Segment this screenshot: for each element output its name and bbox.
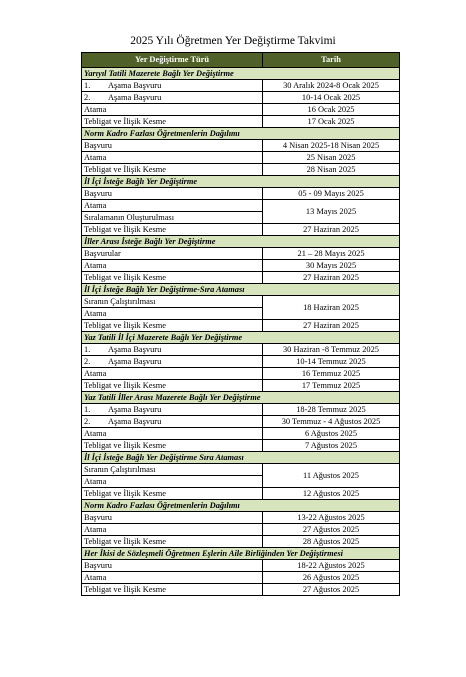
row-label: Aşama Başvuru [108, 344, 162, 354]
row-date: 30 Aralık 2024-8 Ocak 2025 [263, 80, 400, 92]
table-row [82, 344, 400, 356]
section-title: Norm Kadro Fazlası Öğretmenlerin Dağılımı [82, 500, 400, 512]
row-label: Atama [82, 200, 263, 212]
row-label: Tebligat ve İlişik Kesme [84, 440, 166, 450]
row-label-cell [82, 368, 263, 380]
table-row [82, 116, 400, 128]
row-label-cell [82, 440, 263, 452]
section-title: Norm Kadro Fazlası Öğretmenlerin Dağılımı [82, 128, 400, 140]
row-date: 27 Haziran 2025 [263, 224, 400, 236]
row-date: 05 - 09 Mayıs 2025 [263, 188, 400, 200]
row-label: Başvuru [84, 560, 112, 570]
table-row [82, 560, 400, 572]
section-row [82, 128, 400, 140]
row-date: 10-14 Temmuz 2025 [263, 356, 400, 368]
table-row [82, 428, 400, 440]
schedule-body [82, 68, 400, 596]
table-row [82, 572, 400, 584]
row-label: Başvuru [84, 512, 112, 522]
table-row [82, 464, 400, 476]
table-row [82, 260, 400, 272]
row-date: 12 Ağustos 2025 [263, 488, 400, 500]
table-row [82, 296, 400, 308]
row-date: 7 Ağustos 2025 [263, 440, 400, 452]
table-row [82, 92, 400, 104]
row-date: 4 Nisan 2025-18 Nisan 2025 [263, 140, 400, 152]
table-row [82, 584, 400, 596]
row-label: Aşama Başvuru [108, 356, 162, 366]
row-label-cell [82, 224, 263, 236]
step-number: 1. [84, 404, 91, 414]
row-label: Atama [82, 476, 263, 488]
table-row [82, 380, 400, 392]
table-row [82, 152, 400, 164]
row-date: 27 Haziran 2025 [263, 272, 400, 284]
row-label-cell [82, 248, 263, 260]
section-row [82, 548, 400, 560]
table-row [82, 224, 400, 236]
row-label: Aşama Başvuru [108, 416, 162, 426]
row-date: 27 Ağustos 2025 [263, 584, 400, 596]
row-date: 17 Ocak 2025 [263, 116, 400, 128]
row-label-cell [82, 260, 263, 272]
row-date: 11 Ağustos 2025 [263, 464, 400, 488]
row-date: 30 Temmuz - 4 Ağustos 2025 [263, 416, 400, 428]
row-label: Sıralamanın Oluşturulması [82, 212, 263, 224]
step-number: 2. [84, 416, 91, 426]
table-row [82, 440, 400, 452]
table-row [82, 80, 400, 92]
table-row [82, 164, 400, 176]
row-date: 18 Haziran 2025 [263, 296, 400, 320]
table-row [82, 104, 400, 116]
row-label: Tebligat ve İlişik Kesme [84, 536, 166, 546]
header-type: Yer Değiştirme Türü [82, 53, 263, 68]
section-row [82, 284, 400, 296]
row-label: Tebligat ve İlişik Kesme [84, 584, 166, 594]
row-label-cell [82, 140, 263, 152]
row-label: Aşama Başvuru [108, 80, 162, 90]
section-title: Yarıyıl Tatili Mazerete Bağlı Yer Değiştirme [82, 68, 400, 80]
section-title: İl İçi İsteğe Bağlı Yer Değiştirme Sıra Ataması [82, 452, 400, 464]
table-row [82, 272, 400, 284]
row-label-cell [82, 524, 263, 536]
row-label: Tebligat ve İlişik Kesme [84, 320, 166, 330]
row-label: Atama [84, 368, 107, 378]
section-row [82, 176, 400, 188]
section-row [82, 500, 400, 512]
row-label-cell [82, 428, 263, 440]
row-label: Atama [84, 572, 107, 582]
schedule-table [81, 52, 400, 596]
section-title: Yaz Tatili İl İçi Mazerete Bağlı Yer Değiştirme [82, 332, 400, 344]
section-row [82, 236, 400, 248]
header-date: Tarih [263, 53, 400, 68]
row-date: 25 Nisan 2025 [263, 152, 400, 164]
row-label: Atama [84, 152, 107, 162]
row-date: 6 Ağustos 2025 [263, 428, 400, 440]
row-date: 27 Ağustos 2025 [263, 524, 400, 536]
row-label-cell [82, 404, 263, 416]
row-date: 21 – 28 Mayıs 2025 [263, 248, 400, 260]
section-row [82, 332, 400, 344]
row-label-cell [82, 572, 263, 584]
row-label-cell [82, 152, 263, 164]
header-row [82, 53, 400, 68]
row-label-cell [82, 380, 263, 392]
row-date: 18-22 Ağustos 2025 [263, 560, 400, 572]
table-row [82, 404, 400, 416]
row-label: Atama [84, 524, 107, 534]
row-date: 10-14 Ocak 2025 [263, 92, 400, 104]
row-date: 16 Temmuz 2025 [263, 368, 400, 380]
section-row [82, 392, 400, 404]
row-label-cell [82, 92, 263, 104]
row-date: 30 Mayıs 2025 [263, 260, 400, 272]
table-row [82, 368, 400, 380]
row-label: Atama [84, 428, 107, 438]
section-row [82, 452, 400, 464]
row-label-cell [82, 488, 263, 500]
table-row [82, 416, 400, 428]
section-title: Yaz Tatili İller Arası Mazerete Bağlı Yer Değiştirme [82, 392, 400, 404]
row-label-cell [82, 356, 263, 368]
row-label-cell [82, 164, 263, 176]
table-row [82, 248, 400, 260]
table-row [82, 524, 400, 536]
table-row [82, 140, 400, 152]
row-label-cell [82, 584, 263, 596]
table-row [82, 320, 400, 332]
row-label: Başvuru [84, 188, 112, 198]
row-label-cell [82, 536, 263, 548]
row-date: 26 Ağustos 2025 [263, 572, 400, 584]
row-label: Tebligat ve İlişik Kesme [84, 224, 166, 234]
section-title: İl İçi İsteğe Bağlı Yer Değiştirme [82, 176, 400, 188]
section-title: İl İçi İsteğe Bağlı Yer Değiştirme-Sıra Ataması [82, 284, 400, 296]
row-label-cell [82, 416, 263, 428]
section-title: İller Arası İsteğe Bağlı Yer Değiştirme [82, 236, 400, 248]
section-title: Her İkisi de Sözleşmeli Öğretmen Eşlerin Aile Birliğinden Yer Değiştirmesi [82, 548, 400, 560]
row-label-cell [82, 560, 263, 572]
document-title: 2025 Yılı Öğretmen Yer Değiştirme Takvimi [130, 35, 336, 47]
step-number: 1. [84, 80, 91, 90]
row-label-cell [82, 188, 263, 200]
row-label: Başvurular [84, 248, 121, 258]
row-label: Atama [84, 260, 107, 270]
row-label: Atama [82, 308, 263, 320]
row-date: 28 Nisan 2025 [263, 164, 400, 176]
row-label: Başvuru [84, 140, 112, 150]
step-number: 2. [84, 356, 91, 366]
row-label-cell [82, 116, 263, 128]
row-date: 28 Ağustos 2025 [263, 536, 400, 548]
row-label: Tebligat ve İlişik Kesme [84, 488, 166, 498]
row-label: Atama [84, 104, 107, 114]
row-label: Aşama Başvuru [108, 92, 162, 102]
table-row [82, 488, 400, 500]
table-row [82, 188, 400, 200]
row-label: Sıranın Çalıştırılması [82, 464, 263, 476]
step-number: 1. [84, 344, 91, 354]
row-date: 16 Ocak 2025 [263, 104, 400, 116]
row-date: 17 Temmuz 2025 [263, 380, 400, 392]
row-label: Tebligat ve İlişik Kesme [84, 116, 166, 126]
row-label-cell [82, 80, 263, 92]
table-row [82, 536, 400, 548]
row-date: 27 Haziran 2025 [263, 320, 400, 332]
row-label: Sıranın Çalıştırılması [82, 296, 263, 308]
row-label-cell [82, 344, 263, 356]
row-date: 13-22 Ağustos 2025 [263, 512, 400, 524]
row-label: Tebligat ve İlişik Kesme [84, 380, 166, 390]
row-date: 18-28 Temmuz 2025 [263, 404, 400, 416]
row-label: Tebligat ve İlişik Kesme [84, 164, 166, 174]
row-label: Aşama Başvuru [108, 404, 162, 414]
row-label-cell [82, 272, 263, 284]
row-date: 13 Mayıs 2025 [263, 200, 400, 224]
row-label-cell [82, 104, 263, 116]
step-number: 2. [84, 92, 91, 102]
table-row [82, 512, 400, 524]
row-label-cell [82, 512, 263, 524]
table-row [82, 200, 400, 212]
row-label: Tebligat ve İlişik Kesme [84, 272, 166, 282]
row-date: 30 Haziran -8 Temmuz 2025 [263, 344, 400, 356]
section-row [82, 68, 400, 80]
table-row [82, 356, 400, 368]
row-label-cell [82, 320, 263, 332]
